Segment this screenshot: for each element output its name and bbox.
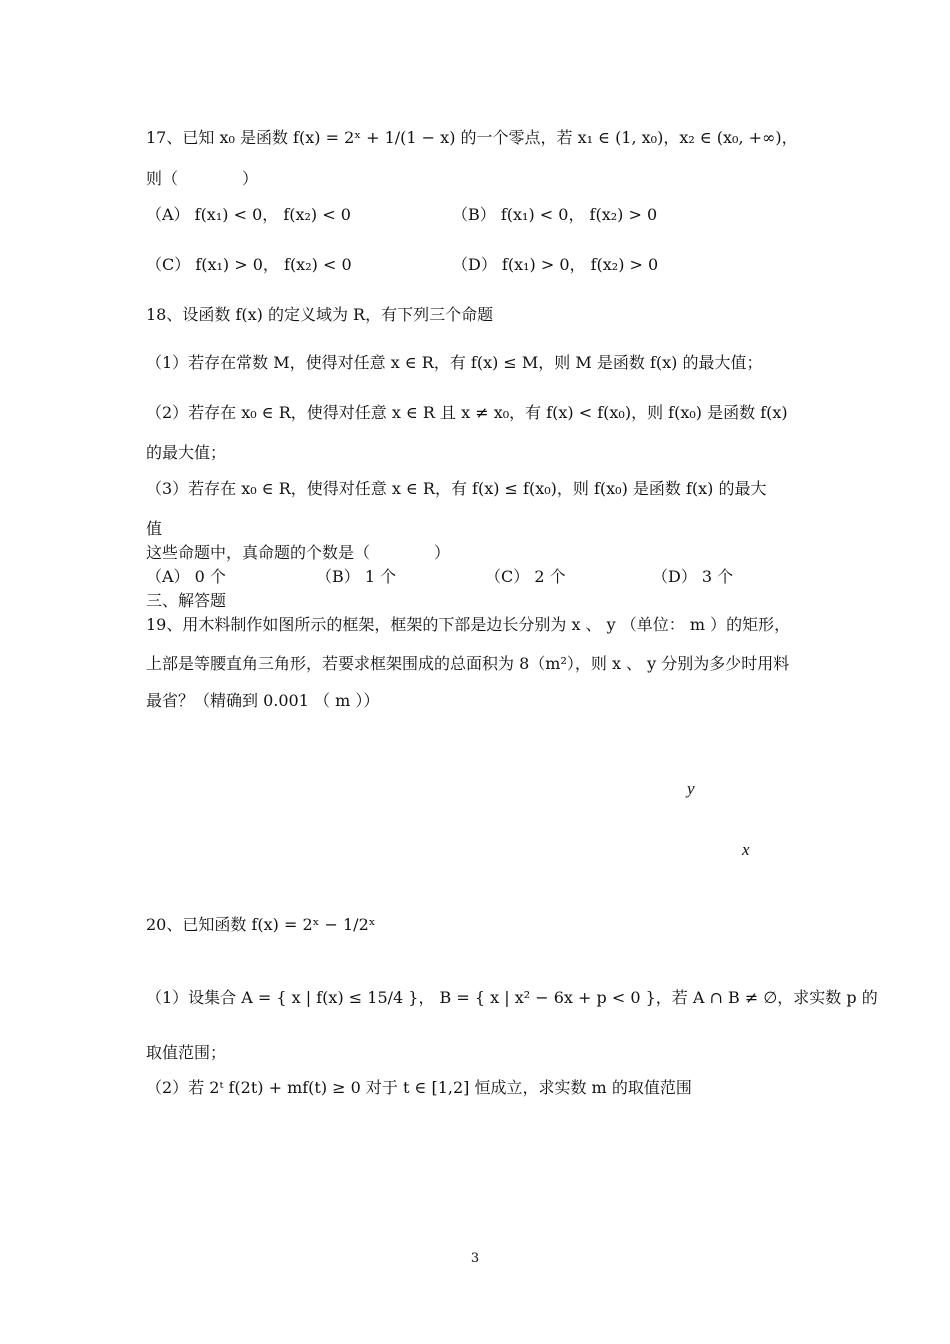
q18-proposition-3-cont: 值 (146, 519, 163, 538)
page-number: 3 (470, 1251, 480, 1266)
q20-part-1-cont: 取值范围； (146, 1043, 227, 1062)
q17-option-d: （D） f(x₁) > 0， f(x₂) > 0 (452, 255, 659, 274)
q20-part-1: （1）设集合 A = { x | f(x) ≤ 15/4 }， B = { x | x² − 6x + p < 0 }，若 A ∩ B ≠ ∅，求实数 p 的 (146, 988, 878, 1007)
q18-option-d: （D） 3 个 (652, 567, 734, 586)
q20-part-2: （2）若 2ᵗ f(2t) + mf(t) ≥ 0 对于 t ∈ [1,2] 恒成立，求实数 m 的取值范围 (146, 1078, 692, 1097)
q19-line-3: 最省？（精确到 0.001 （ m ）） (146, 691, 380, 710)
q18-proposition-1: （1）若存在常数 M，使得对任意 x ∈ R，有 f(x) ≤ M，则 M 是函数 f(x) 的最大值； (146, 353, 763, 372)
q17-option-a: （A） f(x₁) < 0， f(x₂) < 0 (146, 205, 351, 224)
diagram-label-x: x (742, 840, 750, 859)
q18-proposition-2-cont: 的最大值； (146, 443, 227, 462)
q18-option-a: （A） 0 个 (146, 567, 226, 586)
q18-option-b: （B） 1 个 (316, 567, 397, 586)
q18-question: 这些命题中，真命题的个数是（ ） (146, 543, 451, 562)
q17-then: 则（ ） (146, 169, 259, 188)
q18-proposition-3: （3）若存在 x₀ ∈ R，使得对任意 x ∈ R，有 f(x) ≤ f(x₀)，则 f(x₀) 是函数 f(x) 的最大 (146, 479, 767, 498)
q17-stem: 17、已知 x₀ 是函数 f(x) = 2ˣ + 1/(1 − x) 的一个零点，若 x₁ ∈ (1, x₀)，x₂ ∈ (x₀, +∞)， (146, 128, 798, 147)
section-heading: 三、解答题 (146, 591, 227, 610)
q18-option-c: （C） 2 个 (485, 567, 566, 586)
q17-option-b: （B） f(x₁) < 0， f(x₂) > 0 (452, 205, 658, 224)
q19-line-2: 上部是等腰直角三角形，若要求框架围成的总面积为 8（m²），则 x 、 y 分别为多少时用料 (146, 654, 790, 673)
q20-stem: 20、已知函数 f(x) = 2ˣ − 1/2ˣ (146, 915, 376, 934)
q17-option-c: （C） f(x₁) > 0， f(x₂) < 0 (146, 255, 352, 274)
q18-stem: 18、设函数 f(x) 的定义域为 R，有下列三个命题 (146, 305, 494, 324)
q18-proposition-2: （2）若存在 x₀ ∈ R，使得对任意 x ∈ R 且 x ≠ x₀，有 f(x) < f(x₀)，则 f(x₀) 是函数 f(x) (146, 403, 788, 422)
q19-line-1: 19、用木料制作如图所示的框架，框架的下部是边长分别为 x 、 y （单位： m ）的矩形， (146, 615, 791, 634)
diagram-label-y: y (687, 779, 695, 798)
